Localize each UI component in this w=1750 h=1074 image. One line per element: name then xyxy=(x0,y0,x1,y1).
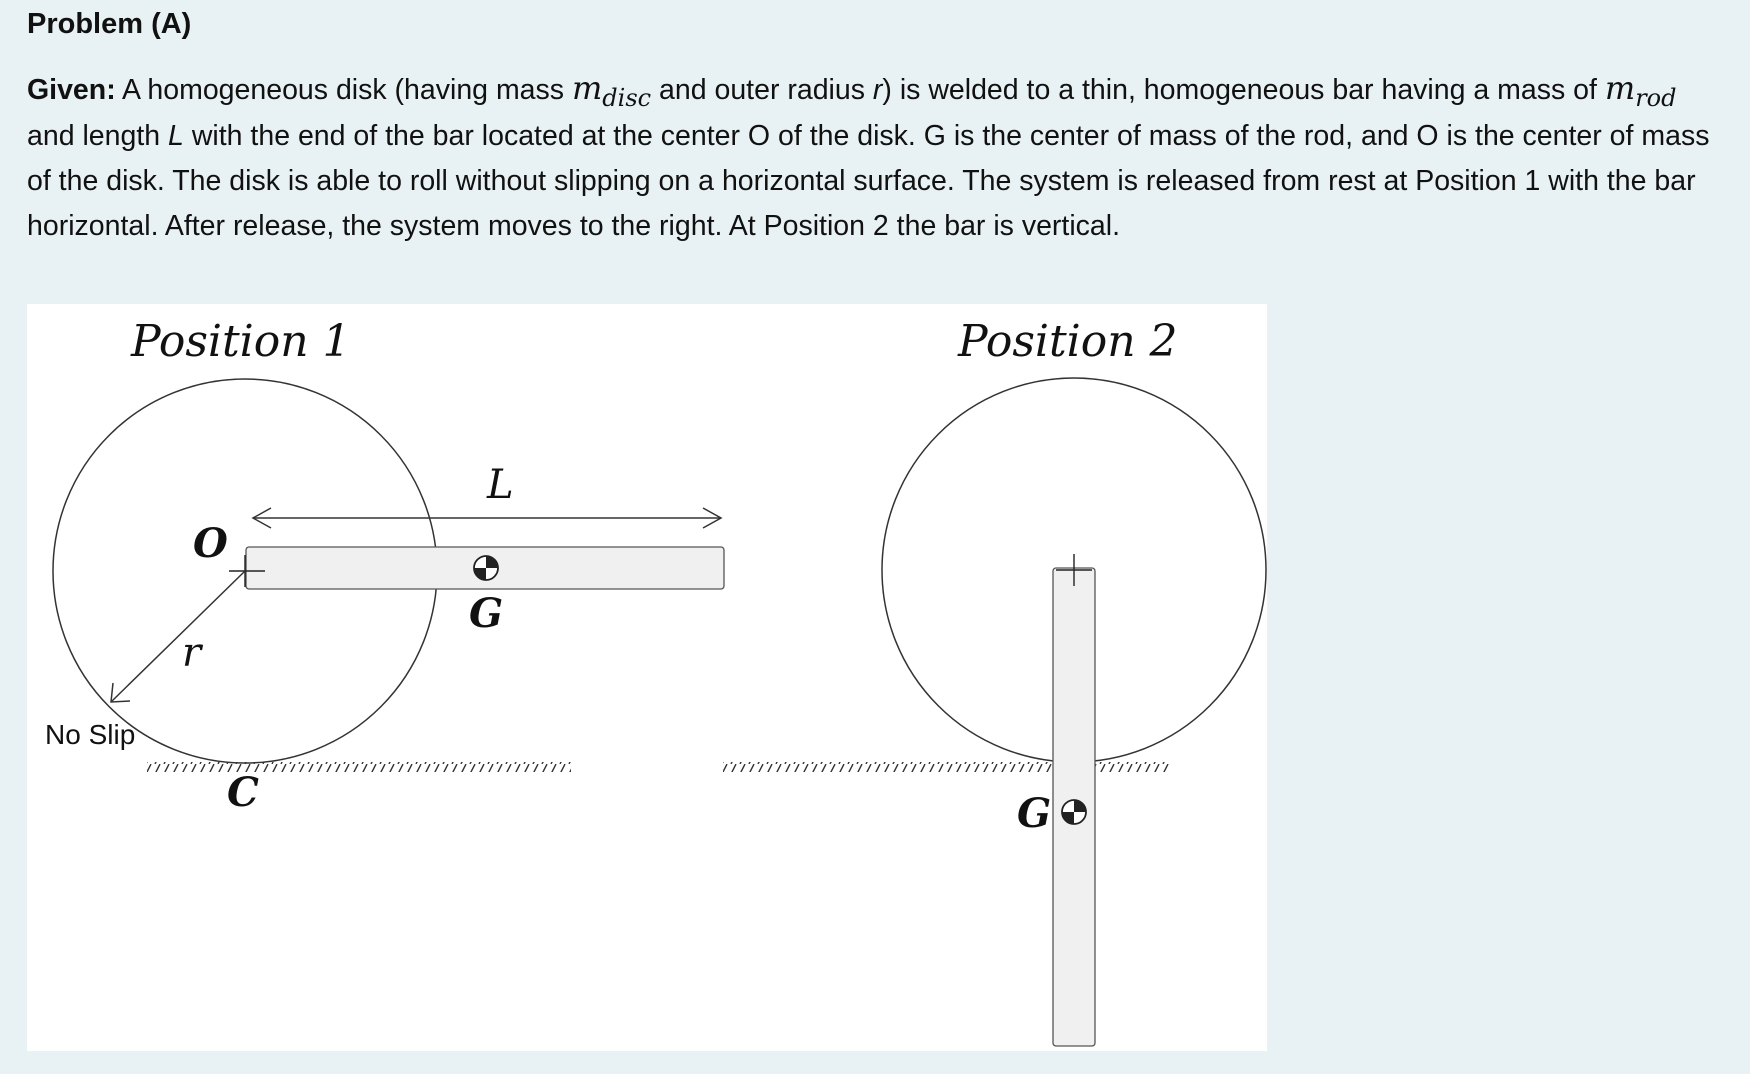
problem-statement xyxy=(27,66,1727,249)
center-of-mass-symbol-position-2 xyxy=(1062,800,1086,824)
radius-variable: r xyxy=(872,74,883,106)
position-2-title: Position 2 xyxy=(958,316,1178,367)
label-o: O xyxy=(193,520,228,567)
m-rod-subscript: rod xyxy=(1635,84,1677,112)
label-l: L xyxy=(487,462,514,508)
statement-text-1: A homogeneous disk (having mass xyxy=(115,74,572,106)
label-g-position-2: G xyxy=(1017,790,1052,837)
m-rod-symbol: m xyxy=(1604,69,1636,107)
ground-hatch-1 xyxy=(147,762,571,772)
radius-arrow xyxy=(111,571,245,702)
ground-hatch-2 xyxy=(723,762,1169,772)
statement-text-5: with the end of the bar located at the center O of the disk. G is the center of mass of the rod, and O is the center of mass of the disk. The disk is able to roll without slipping on a horizontal surface. The system is released from rest at Position 1 with the bar horizontal. After release, the system moves to the right. At Position 2 the bar is vertical. xyxy=(27,120,1710,242)
label-c: C xyxy=(227,769,259,816)
label-r: r xyxy=(182,630,202,676)
given-label: Given: xyxy=(27,74,116,106)
problem-figure xyxy=(27,304,1267,1051)
problem-title: Problem (A) xyxy=(27,8,192,40)
center-of-mass-symbol-position-1 xyxy=(474,556,498,580)
statement-text-2: and outer radius xyxy=(651,74,873,106)
label-g-position-1: G xyxy=(469,590,504,637)
label-no-slip: No Slip xyxy=(45,719,136,750)
statement-text-3: ) is welded to a thin, homogeneous bar having a mass of xyxy=(882,74,1605,106)
m-disc-subscript: disc xyxy=(602,84,652,112)
length-dimension-arrow xyxy=(253,508,721,528)
figure-svg xyxy=(27,304,1267,1051)
statement-text-4: and length xyxy=(27,120,169,152)
position-1-title: Position 1 xyxy=(131,316,351,367)
length-variable: L xyxy=(168,120,184,152)
m-disc-symbol: m xyxy=(571,69,603,107)
